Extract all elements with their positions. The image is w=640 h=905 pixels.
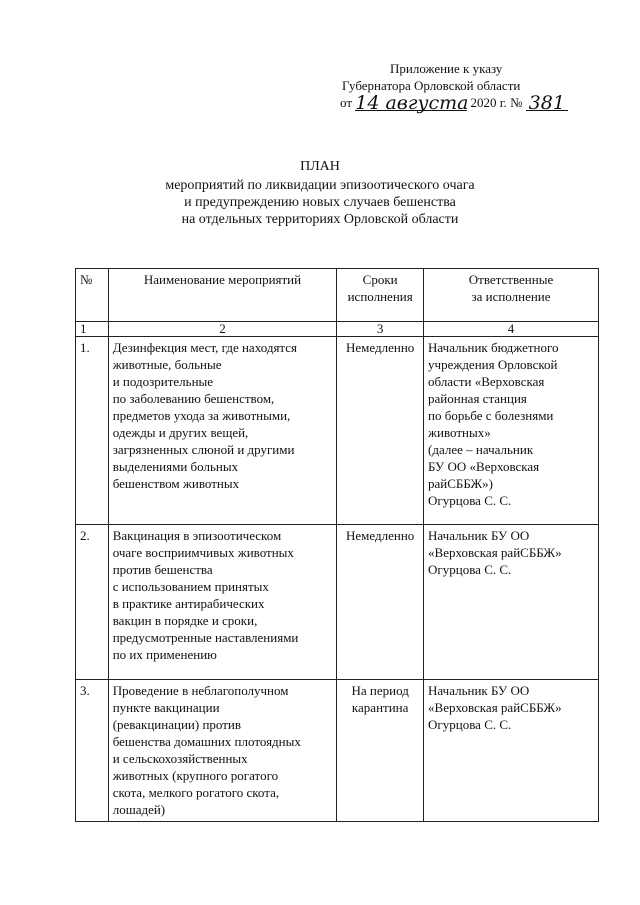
appendix-block bbox=[340, 60, 568, 114]
row-3-term: На период карантина bbox=[337, 680, 424, 822]
row-2-num: 2. bbox=[76, 525, 109, 680]
header-num: № bbox=[76, 269, 109, 322]
appendix-date-line bbox=[340, 92, 568, 114]
number-field bbox=[526, 92, 568, 114]
row-2-term: Немедленно bbox=[337, 525, 424, 680]
row-1-name: Дезинфекция мест, где находятся животные, больные и подозрительные по заболеванию бешенством, предметов ухода за животными, одежды и других вещей, загрязненных слюной и другими выделениями больных бешенством животных bbox=[108, 337, 337, 525]
table-row bbox=[76, 337, 599, 525]
column-numbers-row bbox=[76, 322, 599, 337]
header-term: Сроки исполнения bbox=[337, 269, 424, 322]
row-3-num: 3. bbox=[76, 680, 109, 822]
appendix-line-2: Губернатора Орловской области bbox=[342, 78, 521, 93]
plan-heading: ПЛАН bbox=[300, 159, 340, 174]
plan-table bbox=[75, 268, 599, 822]
date-prefix: от bbox=[340, 95, 353, 110]
column-number-1: 1 bbox=[76, 322, 109, 337]
plan-subtitle-line-3: на отдельных территориях Орловской области bbox=[181, 212, 459, 227]
row-2-resp: Начальник БУ ОО «Верховская райСББЖ» Огурцова С. С. bbox=[424, 525, 599, 680]
row-3-resp: Начальник БУ ОО «Верховская райСББЖ» Огурцова С. С. bbox=[424, 680, 599, 822]
table-row bbox=[76, 525, 599, 680]
date-handwritten: 14 августа bbox=[355, 92, 469, 114]
row-1-term: Немедленно bbox=[337, 337, 424, 525]
header-resp: Ответственные за исполнение bbox=[424, 269, 599, 322]
date-field bbox=[355, 92, 469, 114]
plan-subtitle-line-1: мероприятий по ликвидации эпизоотического очага bbox=[165, 178, 475, 193]
column-number-4: 4 bbox=[424, 322, 599, 337]
row-3-name: Проведение в неблагополучном пункте вакцинации (ревакцинации) против бешенства домашних плотоядных и сельскохозяйственных животных (крупного рогатого скота, мелкого рогатого скота, лошадей) bbox=[108, 680, 337, 822]
header-name: Наименование мероприятий bbox=[108, 269, 337, 322]
column-number-2: 2 bbox=[108, 322, 337, 337]
table-row bbox=[76, 680, 599, 822]
row-2-name: Вакцинация в эпизоотическом очаге восприимчивых животных против бешенства с использованием принятых в практике антирабических вакцин в порядке и сроки, предусмотренные наставлениями по их применению bbox=[108, 525, 337, 680]
row-1-resp: Начальник бюджетного учреждения Орловской области «Верховская районная станция по борьбе с болезнями животных» (далее – начальник БУ ОО «Верховская райСББЖ») Огурцова С. С. bbox=[424, 337, 599, 525]
year-and-number-label: 2020 г. № bbox=[470, 95, 523, 110]
column-number-3: 3 bbox=[337, 322, 424, 337]
plan-subtitle-line-2: и предупреждению новых случаев бешенства bbox=[184, 195, 456, 210]
plan-title-block bbox=[0, 158, 640, 228]
number-handwritten: 381 bbox=[528, 92, 565, 114]
table-header-row bbox=[76, 269, 599, 322]
appendix-line-1: Приложение к указу bbox=[390, 61, 503, 76]
row-1-num: 1. bbox=[76, 337, 109, 525]
